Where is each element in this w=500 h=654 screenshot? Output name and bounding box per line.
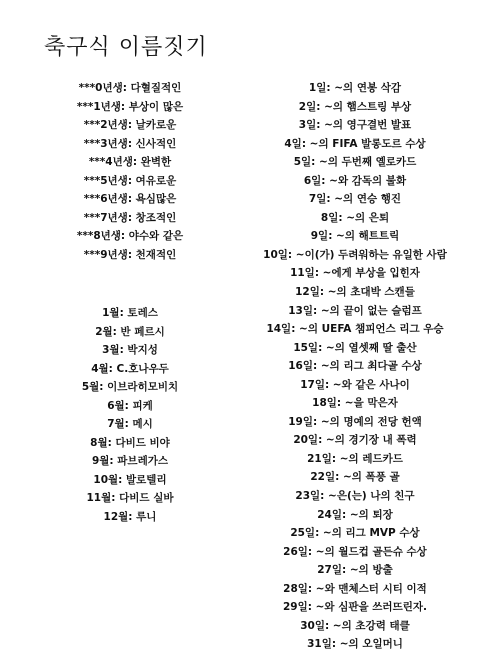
- birth-day-item: 30일: ~의 초강력 태클: [300, 619, 410, 632]
- birth-month-item: 11월: 다비드 실바: [86, 492, 174, 505]
- birth-month-item: 8월: 다비드 비야: [90, 436, 170, 449]
- birth-day-item: 16일: ~의 리그 최다골 수상: [288, 360, 422, 373]
- birth-day-item: 14일: ~의 UEFA 챔피언스 리그 우승: [266, 323, 444, 336]
- birth-year-item: ***4년생: 완벽한: [88, 156, 172, 169]
- birth-year-item: ***7년생: 창조적인: [83, 211, 177, 224]
- birth-year-item: ***1년생: 부상이 많은: [76, 100, 184, 113]
- page-title: 축구식 이름짓기: [44, 35, 208, 60]
- birth-month-item: 12월: 루니: [103, 511, 157, 524]
- birth-day-item: 31일: ~의 오일머니: [307, 638, 403, 651]
- birth-day-item: 11일: ~에게 부상을 입힌자: [290, 267, 420, 280]
- birth-day-item: 17일: ~와 같은 사나이: [300, 378, 410, 391]
- birth-month-item: 6월: 피케: [107, 399, 153, 412]
- birth-day-item: 24일: ~의 퇴장: [317, 508, 393, 521]
- birth-year-list: [40, 79, 220, 264]
- birth-month-item: 2월: 반 페르시: [95, 325, 165, 338]
- birth-day-item: 9일: ~의 해트트릭: [310, 230, 400, 243]
- birth-day-item: 15일: ~의 열셋째 딸 출산: [293, 341, 417, 354]
- birth-day-item: 5일: ~의 두번째 옐로카드: [293, 156, 417, 169]
- birth-year-item: ***2년생: 날카로운: [83, 119, 177, 132]
- birth-year-item: ***6년생: 욕심많은: [83, 193, 177, 206]
- birth-year-item: ***3년생: 신사적인: [83, 137, 177, 150]
- birth-day-item: 10일: ~이(가) 두려워하는 유일한 사람: [263, 248, 447, 261]
- birth-day-item: 20일: ~의 경기장 내 폭력: [293, 434, 417, 447]
- birth-day-item: 21일: ~의 레드카드: [307, 452, 403, 465]
- birth-month-list: [40, 304, 220, 527]
- birth-year-item: ***0년생: 다혈질적인: [78, 82, 182, 94]
- birth-year-item: ***5년생: 여유로운: [83, 174, 177, 187]
- birth-day-item: 13일: ~의 끝이 없는 슬럼프: [288, 304, 422, 317]
- birth-day-item: 3일: ~의 영구결번 발표: [298, 119, 412, 132]
- birth-day-item: 29일: ~와 심판을 쓰러뜨린자.: [283, 601, 427, 614]
- birth-day-item: 19일: ~의 명예의 전당 헌액: [288, 415, 422, 428]
- birth-day-item: 2일: ~의 햄스트링 부상: [298, 100, 412, 113]
- birth-day-item: 12일: ~의 초대박 스캔들: [295, 286, 415, 299]
- birth-year-item: ***9년생: 천재적인: [83, 248, 177, 261]
- birth-month-item: 1월: 토레스: [102, 307, 158, 319]
- birth-day-item: 23일: ~은(는) 나의 친구: [295, 490, 415, 503]
- birth-month-item: 7월: 메시: [107, 418, 153, 431]
- birth-year-item: ***8년생: 야수와 같은: [76, 230, 184, 243]
- birth-day-item: 18일: ~을 막은자: [312, 397, 398, 410]
- birth-day-item: 22일: ~의 폭풍 골: [310, 471, 400, 484]
- birth-day-item: 4일: ~의 FIFA 발롱도르 수상: [284, 137, 426, 150]
- birth-month-item: 3월: 박지성: [102, 344, 158, 357]
- birth-day-item: 26일: ~의 월드컵 골든슈 수상: [283, 545, 427, 558]
- birth-month-item: 5월: 이브라히모비치: [81, 381, 179, 394]
- birth-day-item: 28일: ~와 맨체스터 시티 이적: [283, 582, 427, 595]
- birth-day-list: [240, 79, 470, 654]
- birth-day-item: 27일: ~의 방출: [317, 564, 393, 577]
- birth-day-item: 25일: ~의 리그 MVP 수상: [290, 527, 420, 540]
- birth-month-item: 10월: 발로텔리: [93, 473, 167, 486]
- birth-day-item: 6일: ~와 감독의 불화: [303, 174, 407, 187]
- birth-month-item: 4월: C.호나우두: [91, 362, 169, 375]
- birth-day-item: 7일: ~의 연승 행진: [308, 193, 402, 206]
- birth-day-item: 8일: ~의 은퇴: [320, 211, 390, 224]
- birth-month-item: 9월: 파브레가스: [91, 455, 169, 468]
- birth-day-item: 1일: ~의 연봉 삭감: [308, 82, 402, 94]
